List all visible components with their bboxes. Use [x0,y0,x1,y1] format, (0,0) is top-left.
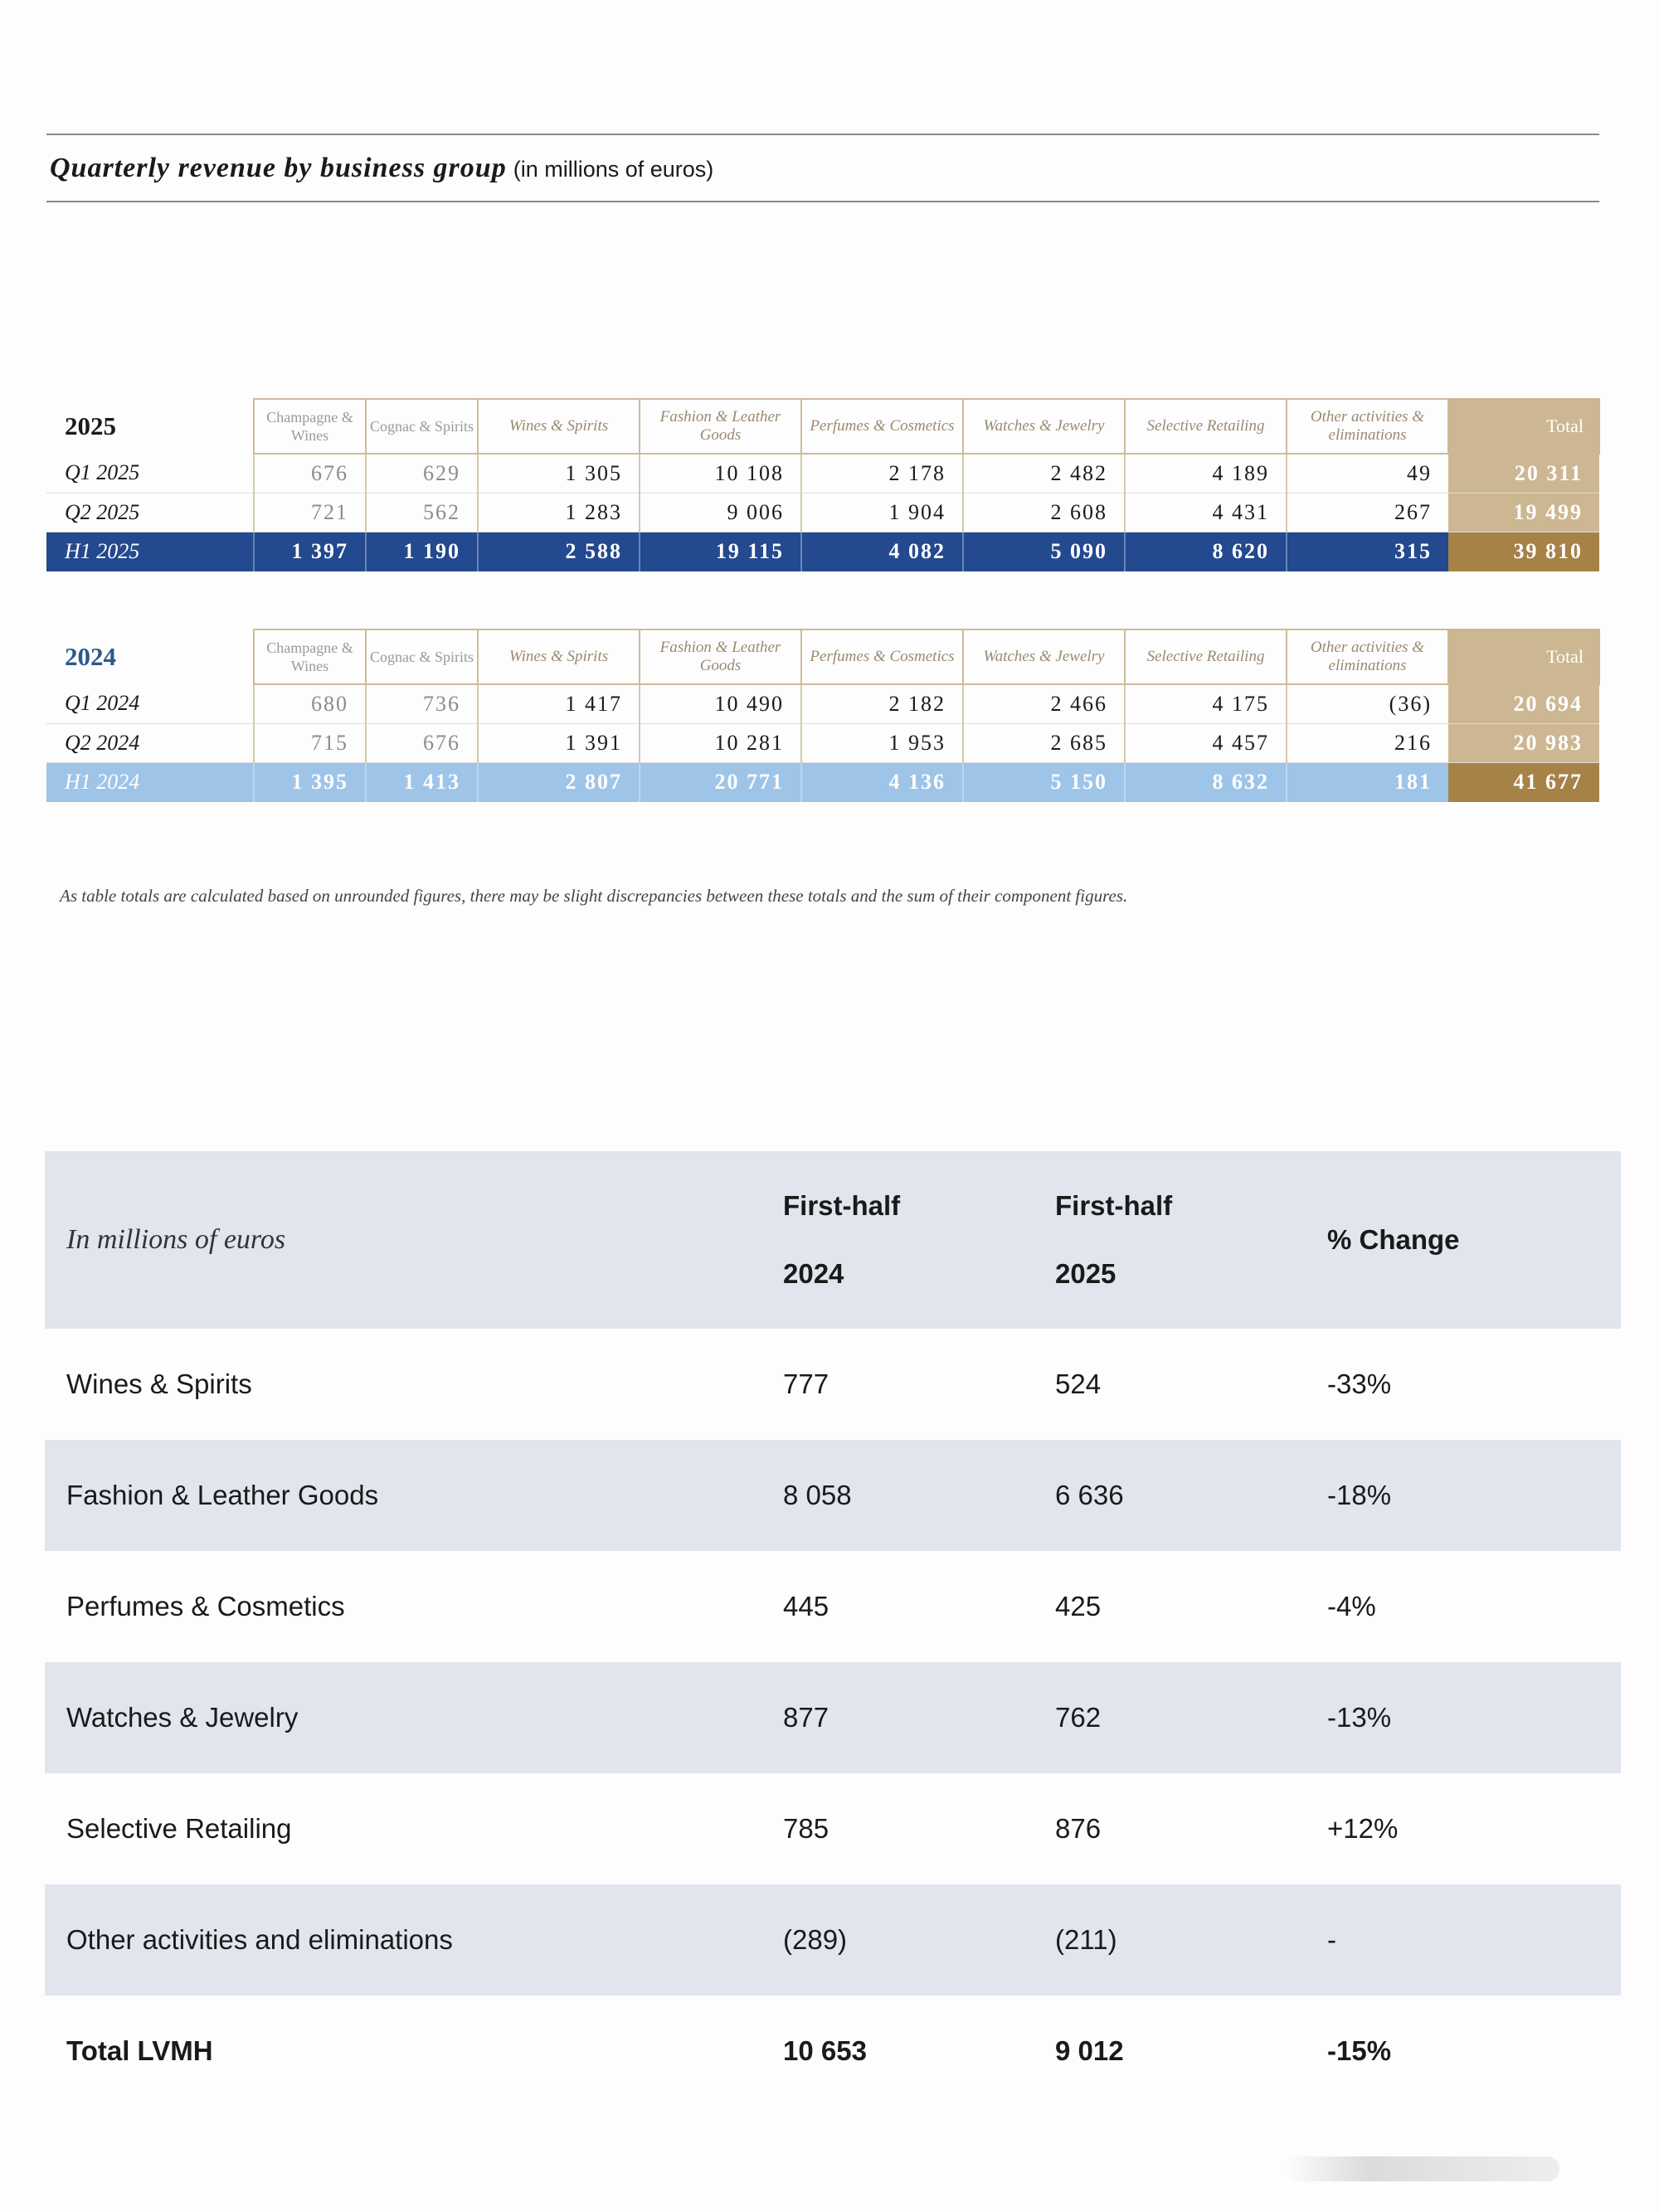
table-cell: 4 136 [801,762,963,802]
total-cell: 20 983 [1448,723,1599,762]
total-cell: 19 499 [1448,493,1599,532]
col-other-activities: Other activities & eliminations [1287,399,1448,454]
table-cell: 1 413 [366,762,478,802]
table-row [46,493,1599,532]
section-title-unit: (in millions of euros) [513,157,714,182]
total-cell: 20 694 [1448,684,1599,723]
table-cell: 676 [254,454,366,493]
table-row [45,1662,1621,1773]
col-wines-spirits: Wines & Spirits [478,630,640,684]
value-2025: 762 [1055,1702,1102,1733]
table-cell: 10 108 [640,454,801,493]
table-cell: 2 182 [801,684,963,723]
row-name: Wines & Spirits [66,1369,252,1399]
table-row [46,684,1599,723]
table-cell: 2 482 [963,454,1125,493]
table-cell: 1 904 [801,493,963,532]
table-cell: 1 190 [366,532,478,571]
value-2024: 10 653 [783,2035,867,2066]
table-cell: 1 397 [254,532,366,571]
col-selective-retailing: Selective Retailing [1125,399,1287,454]
revenue-table-2025 [46,398,1600,571]
total-cell: 41 677 [1448,762,1599,802]
row-name: Selective Retailing [66,1813,292,1844]
table-cell: 10 281 [640,723,801,762]
col-champagne-wines: Champagne & Wines [254,399,366,454]
table-cell: 629 [366,454,478,493]
title-top-rule [46,134,1599,135]
title-bottom-rule [46,201,1599,202]
col-first-half-2024-line1: First-half [783,1190,901,1221]
profit-table [45,1151,1621,2107]
col-watches-jewelry: Watches & Jewelry [963,630,1125,684]
table-cell: 5 090 [963,532,1125,571]
col-watches-jewelry: Watches & Jewelry [963,399,1125,454]
table-cell: 267 [1287,493,1448,532]
value-2024: 8 058 [783,1480,852,1510]
footnote: As table totals are calculated based on unrounded figures, there may be slight discrepancies between these totals and the sum of their component figures. [60,886,1128,906]
section-title-main: Quarterly revenue by business group [50,153,507,183]
total-cell: 20 311 [1448,454,1599,493]
row-name: Perfumes & Cosmetics [66,1591,345,1621]
value-2024: 877 [783,1702,830,1733]
total-cell: 39 810 [1448,532,1599,571]
watermark-smudge [1286,2156,1559,2181]
table-cell: 5 150 [963,762,1125,802]
col-total: Total [1448,630,1599,684]
table-row [45,1551,1621,1662]
value-2024: (289) [783,1924,848,1955]
percent-change: - [1327,1924,1336,1955]
table-cell: 19 115 [640,532,801,571]
row-label: Q2 2024 [46,723,254,762]
percent-change: -15% [1327,2035,1392,2066]
table-cell: 216 [1287,723,1448,762]
table-cell: 2 588 [478,532,640,571]
table-cell: 8 632 [1125,762,1287,802]
table-cell: 1 283 [478,493,640,532]
value-2025: (211) [1055,1924,1117,1955]
table-cell: 721 [254,493,366,532]
percent-change: +12% [1327,1813,1399,1844]
value-2025: 524 [1055,1369,1102,1399]
table-cell: 676 [366,723,478,762]
table-cell: 715 [254,723,366,762]
profit-table-header [45,1151,1621,1329]
table-cell: 49 [1287,454,1448,493]
section-title [50,148,713,190]
units-label: In millions of euros [66,1224,286,1255]
row-name: Other activities and eliminations [66,1924,453,1955]
row-name: Total LVMH [66,2035,213,2066]
percent-change: -13% [1327,1702,1392,1733]
col-wines-spirits: Wines & Spirits [478,399,640,454]
value-2025: 876 [1055,1813,1102,1844]
table-cell: 1 305 [478,454,640,493]
col-first-half-2025-line1: First-half [1055,1190,1173,1221]
year-label-2025: 2025 [65,411,116,440]
table-cell: 1 391 [478,723,640,762]
table-cell: 4 431 [1125,493,1287,532]
revenue-table-2024 [46,629,1600,802]
table-cell: 1 395 [254,762,366,802]
col-first-half-2024-line2: 2024 [783,1258,844,1289]
table-cell: 680 [254,684,366,723]
table-row [45,1884,1621,1996]
table-cell: 2 685 [963,723,1125,762]
col-cognac-spirits: Cognac & Spirits [366,630,478,684]
percent-change: -4% [1327,1591,1376,1621]
col-perfumes-cosmetics: Perfumes & Cosmetics [801,399,963,454]
row-name: Fashion & Leather Goods [66,1480,379,1510]
table-cell: 4 457 [1125,723,1287,762]
col-selective-retailing: Selective Retailing [1125,630,1287,684]
table-cell: 1 953 [801,723,963,762]
table-cell: 2 466 [963,684,1125,723]
table-cell: 4 082 [801,532,963,571]
table-cell: 2 807 [478,762,640,802]
table-cell: 736 [366,684,478,723]
col-first-half-2025 [1055,1151,1327,1329]
table-cell: 2 178 [801,454,963,493]
percent-change: -33% [1327,1369,1392,1399]
table-cell: 562 [366,493,478,532]
col-first-half-2025-line2: 2025 [1055,1258,1117,1289]
col-fashion-leather: Fashion & Leather Goods [640,399,801,454]
table-cell: 1 417 [478,684,640,723]
row-label: H1 2025 [46,532,254,571]
col-perfumes-cosmetics: Perfumes & Cosmetics [801,630,963,684]
table-row [45,1440,1621,1551]
col-champagne-wines: Champagne & Wines [254,630,366,684]
value-2025: 425 [1055,1591,1102,1621]
half-year-row [46,532,1599,571]
col-percent-change: % Change [1327,1224,1460,1255]
table-cell: 8 620 [1125,532,1287,571]
percent-change: -18% [1327,1480,1392,1510]
row-label: H1 2024 [46,762,254,802]
col-fashion-leather: Fashion & Leather Goods [640,630,801,684]
table-cell: 4 189 [1125,454,1287,493]
row-label: Q2 2025 [46,493,254,532]
table-cell: 10 490 [640,684,801,723]
value-2024: 445 [783,1591,830,1621]
col-total: Total [1448,399,1599,454]
table-row [46,723,1599,762]
table-cell: 9 006 [640,493,801,532]
col-cognac-spirits: Cognac & Spirits [366,399,478,454]
table-row [45,1773,1621,1884]
year-label-2024: 2024 [65,642,116,671]
half-year-row [46,762,1599,802]
table-cell: (36) [1287,684,1448,723]
value-2025: 6 636 [1055,1480,1124,1510]
table-cell: 20 771 [640,762,801,802]
value-2024: 777 [783,1369,830,1399]
table-row [45,1329,1621,1440]
table-row [46,454,1599,493]
row-name: Watches & Jewelry [66,1702,299,1733]
table-cell: 2 608 [963,493,1125,532]
table-cell: 181 [1287,762,1448,802]
value-2024: 785 [783,1813,830,1844]
table-cell: 315 [1287,532,1448,571]
col-first-half-2024 [783,1151,1055,1329]
total-row [45,1996,1621,2107]
row-label: Q1 2025 [46,454,254,493]
row-label: Q1 2024 [46,684,254,723]
table-cell: 4 175 [1125,684,1287,723]
value-2025: 9 012 [1055,2035,1124,2066]
col-other-activities: Other activities & eliminations [1287,630,1448,684]
